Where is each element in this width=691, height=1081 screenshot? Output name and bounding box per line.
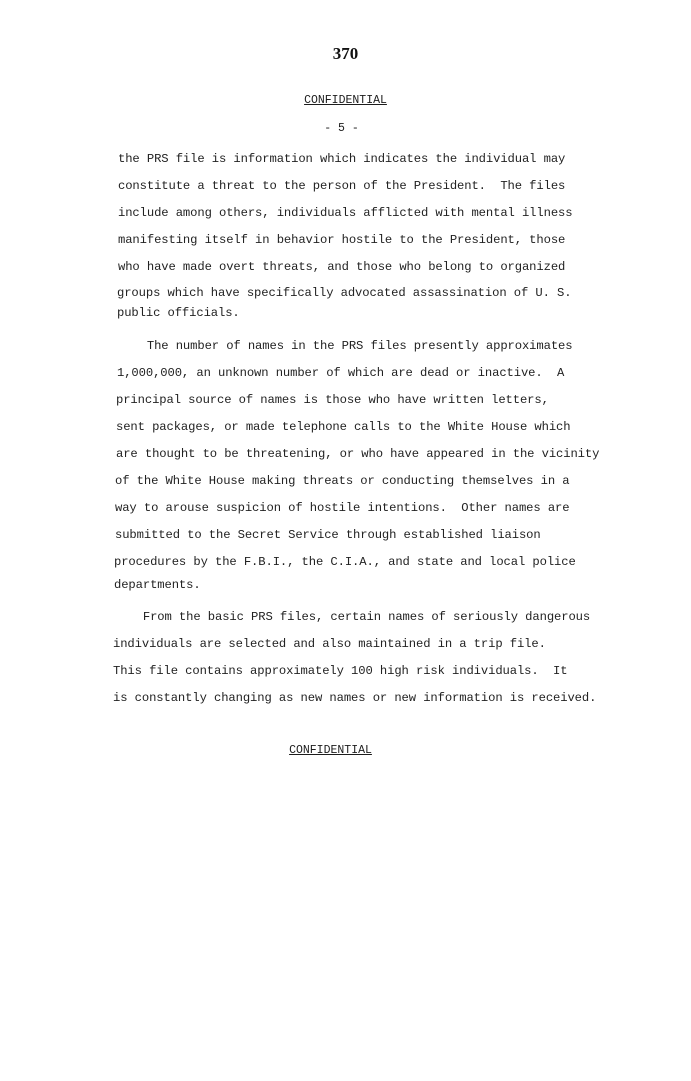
text-line: the PRS file is information which indicates the individual may xyxy=(118,152,566,166)
header-classification xyxy=(0,94,691,107)
text-line: constitute a threat to the person of the President. The files xyxy=(118,179,566,193)
text-line: principal source of names is those who have written letters, xyxy=(116,393,549,407)
text-line: is constantly changing as new names or new information is received. xyxy=(113,691,597,705)
header-classification-text: CONFIDENTIAL xyxy=(304,94,387,107)
text-line: The number of names in the PRS files presently approximates xyxy=(118,339,573,353)
text-line: sent packages, or made telephone calls to the White House which xyxy=(116,420,571,434)
text-line: of the White House making threats or conducting themselves in a xyxy=(115,474,570,488)
text-line: who have made overt threats, and those who belong to organized xyxy=(118,260,566,274)
text-line: procedures by the F.B.I., the C.I.A., and state and local police xyxy=(114,555,576,569)
text-line: departments. xyxy=(114,578,201,592)
text-line: groups which have specifically advocated assassination of U. S. xyxy=(117,286,572,300)
page-number: 370 xyxy=(332,44,359,63)
internal-page-number: - 5 - xyxy=(324,122,359,135)
text-line: manifesting itself in behavior hostile to the President, those xyxy=(118,233,566,247)
text-line: are thought to be threatening, or who have appeared in the vicinity xyxy=(116,447,600,461)
text-line: From the basic PRS files, certain names of seriously dangerous xyxy=(114,610,591,624)
text-line: way to arouse suspicion of hostile intentions. Other names are xyxy=(115,501,570,515)
text-line: public officials. xyxy=(117,306,240,320)
text-line: individuals are selected and also maintained in a trip file. xyxy=(113,637,546,651)
footer-classification xyxy=(0,744,676,757)
text-line: This file contains approximately 100 high risk individuals. It xyxy=(113,664,568,678)
text-line: submitted to the Secret Service through established liaison xyxy=(115,528,541,542)
footer-classification-text: CONFIDENTIAL xyxy=(289,744,372,757)
text-line: include among others, individuals afflicted with mental illness xyxy=(118,206,573,220)
text-line: 1,000,000, an unknown number of which are dead or inactive. A xyxy=(117,366,565,380)
